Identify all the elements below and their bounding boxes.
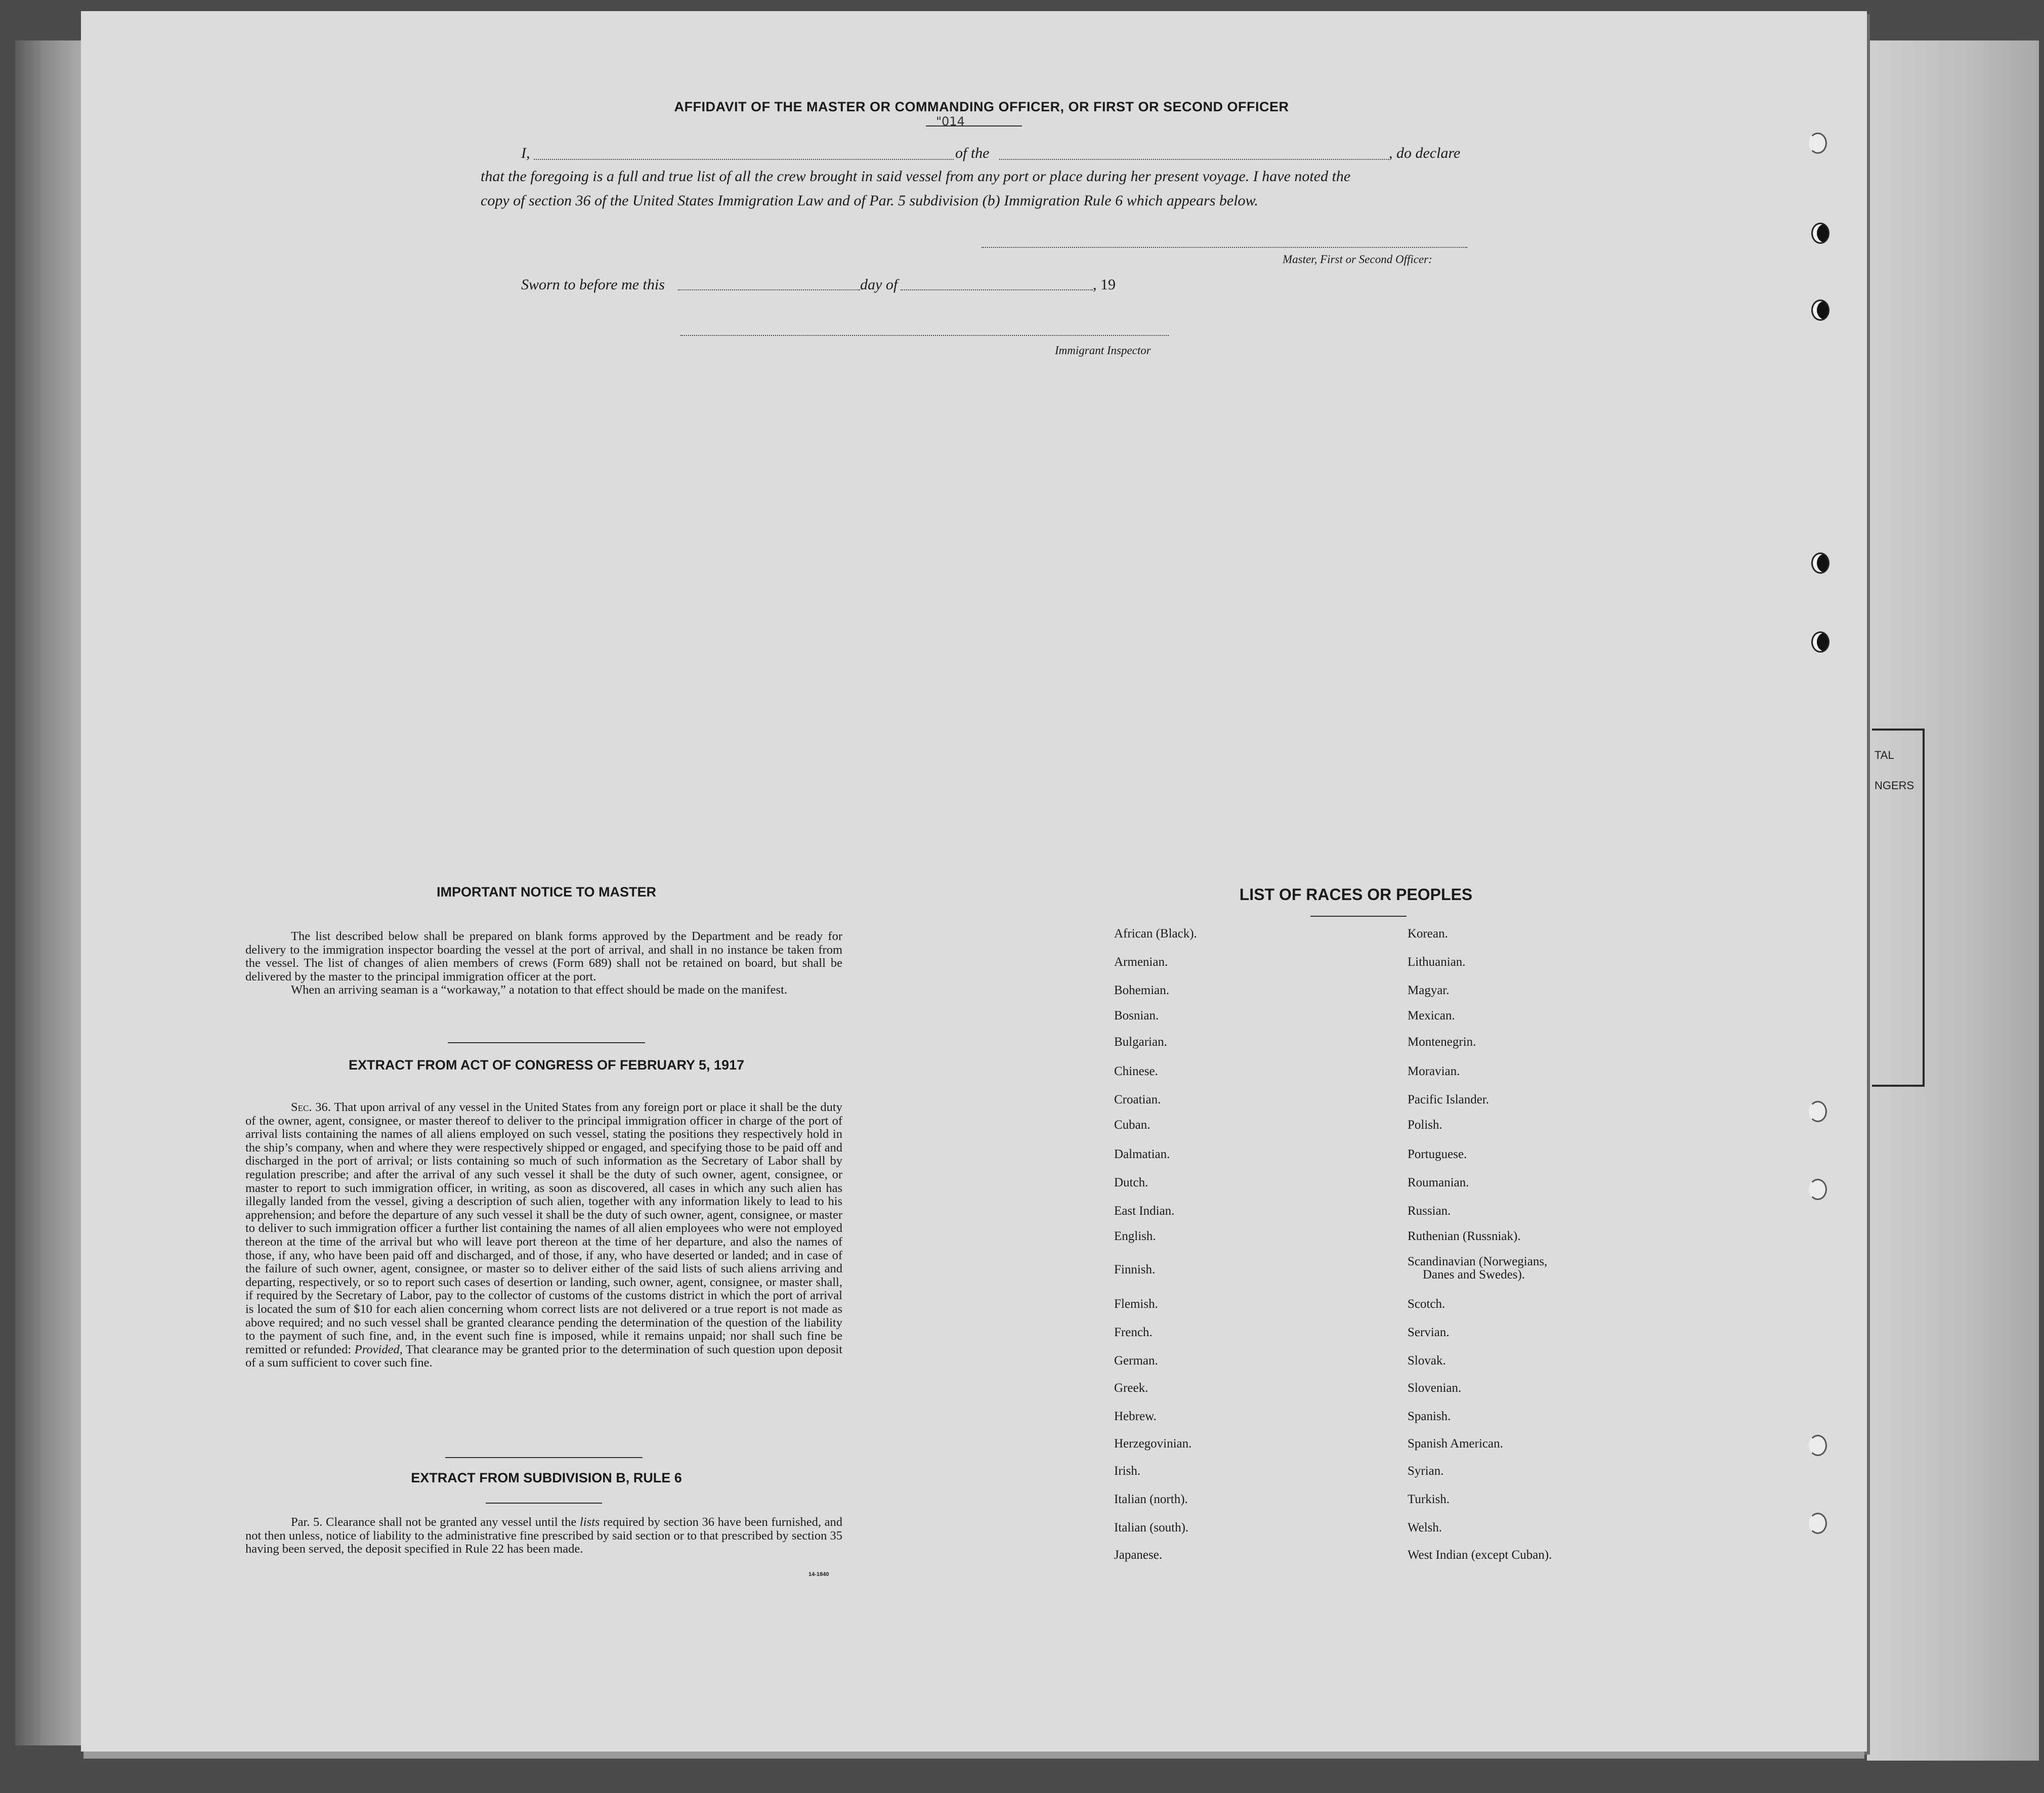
race-right-item: Danes and Swedes). bbox=[1423, 1268, 1525, 1282]
underlying-sheet-left bbox=[15, 40, 91, 1745]
race-right-item: Slovak. bbox=[1408, 1354, 1446, 1368]
master-caption: Master, First or Second Officer: bbox=[1283, 253, 1432, 266]
race-left-item: German. bbox=[1114, 1354, 1158, 1368]
race-right-item: Polish. bbox=[1408, 1118, 1442, 1132]
race-right-item: Lithuanian. bbox=[1408, 955, 1466, 969]
form-page bbox=[81, 11, 1867, 1752]
race-right-item: Ruthenian (Russniak). bbox=[1408, 1229, 1521, 1243]
race-right-item: Mexican. bbox=[1408, 1009, 1455, 1022]
notice-text bbox=[245, 930, 842, 997]
divider bbox=[448, 1042, 645, 1043]
race-right-item: Welsh. bbox=[1408, 1521, 1442, 1534]
race-left-item: Flemish. bbox=[1114, 1297, 1158, 1311]
inspector-caption: Immigrant Inspector bbox=[1055, 344, 1151, 357]
rule6-heading: EXTRACT FROM SUBDIVISION B, RULE 6 bbox=[411, 1470, 682, 1485]
race-left-item: African (Black). bbox=[1114, 927, 1197, 941]
punch-hole bbox=[1809, 1513, 1827, 1534]
of-the-label: of the bbox=[955, 145, 990, 161]
act-section-label: Sec. 36. bbox=[291, 1100, 331, 1114]
affidavit-title: AFFIDAVIT OF THE MASTER OR COMMANDING OFFICER, OR FIRST OR SECOND OFFICER bbox=[674, 99, 1289, 114]
rule6-text bbox=[245, 1516, 842, 1556]
stamp-text-2: NGERS bbox=[1875, 779, 1914, 792]
race-left-item: Dutch. bbox=[1114, 1176, 1148, 1189]
name-blank[interactable] bbox=[534, 159, 954, 160]
punch-hole bbox=[1811, 631, 1829, 653]
race-right-item: Pacific Islander. bbox=[1408, 1093, 1489, 1106]
race-left-item: Hebrew. bbox=[1114, 1410, 1157, 1423]
affidavit-i-label: I, bbox=[521, 145, 530, 161]
divider bbox=[486, 1503, 602, 1504]
race-left-item: Finnish. bbox=[1114, 1263, 1156, 1276]
inspector-signature-line[interactable] bbox=[680, 335, 1169, 336]
race-right-item: Servian. bbox=[1408, 1326, 1450, 1339]
day-of-label: day of bbox=[860, 276, 898, 293]
race-right-item: Syrian. bbox=[1408, 1464, 1444, 1478]
notice-paragraph-2: When an arriving seaman is a “workaway,” a notation to that effect should be made on the manifest. bbox=[291, 983, 788, 997]
sworn-label: Sworn to before me this bbox=[521, 276, 665, 293]
divider bbox=[445, 1457, 643, 1458]
declare-label: , do declare bbox=[1389, 145, 1461, 161]
race-left-item: Bulgarian. bbox=[1114, 1035, 1167, 1049]
sworn-day-blank[interactable] bbox=[678, 289, 860, 290]
race-right-item: Korean. bbox=[1408, 927, 1448, 941]
race-right-item: Turkish. bbox=[1408, 1492, 1450, 1506]
punch-hole bbox=[1809, 1435, 1827, 1456]
race-left-item: Chinese. bbox=[1114, 1064, 1158, 1078]
notice-paragraph-1: The list described below shall be prepared on blank forms approved by the Department and be ready for delivery to the immigration inspector boarding the vessel at the port of arrival, and shall in no instance be taken from the vessel. The list of changes of alien members of crews (Form 689) shall not be retained on board, but shall be delivered by the master to the principal immigration officer at the port. bbox=[245, 929, 842, 984]
notice-heading: IMPORTANT NOTICE TO MASTER bbox=[437, 884, 656, 900]
race-right-item: Spanish American. bbox=[1408, 1437, 1503, 1450]
race-right-item: Scotch. bbox=[1408, 1297, 1445, 1311]
stamp-text-1: TAL bbox=[1875, 749, 1894, 761]
rule6-text-b: required by section 36 have been furnished, and not then unless, notice of liability to the administrative fine prescribed by said section or to that prescribed by section 35 having been served, the deposit specified in Rule 22 has been made. bbox=[245, 1515, 843, 1556]
punch-hole bbox=[1809, 1101, 1827, 1122]
race-right-item: West Indian (except Cuban). bbox=[1408, 1548, 1552, 1562]
act-section-text-end: That clearance may be granted prior to the determination of such question upon deposit of a sum sufficient to cover such fine. bbox=[245, 1342, 843, 1370]
punch-hole bbox=[1811, 552, 1829, 574]
race-left-item: Japanese. bbox=[1114, 1548, 1163, 1562]
sworn-month-blank[interactable] bbox=[901, 289, 1093, 290]
handwritten-mark: "014 bbox=[936, 114, 965, 129]
race-left-item: East Indian. bbox=[1114, 1204, 1175, 1218]
race-right-item: Portuguese. bbox=[1408, 1147, 1467, 1161]
punch-hole bbox=[1809, 133, 1827, 154]
race-right-item: Scandinavian (Norwegians, bbox=[1408, 1255, 1548, 1268]
act-text bbox=[245, 1101, 842, 1370]
race-left-item: Dalmatian. bbox=[1114, 1147, 1170, 1161]
race-right-item: Magyar. bbox=[1408, 984, 1450, 997]
rule6-lists: lists bbox=[579, 1515, 600, 1529]
race-right-item: Roumanian. bbox=[1408, 1176, 1469, 1189]
race-right-item: Montenegrin. bbox=[1408, 1035, 1476, 1049]
race-left-item: Greek. bbox=[1114, 1381, 1148, 1395]
race-left-item: Italian (north). bbox=[1114, 1492, 1188, 1506]
race-left-item: Cuban. bbox=[1114, 1118, 1151, 1132]
race-left-item: Italian (south). bbox=[1114, 1521, 1189, 1534]
race-left-item: Armenian. bbox=[1114, 955, 1168, 969]
year-label: , 19 bbox=[1093, 276, 1116, 293]
page-edge bbox=[83, 1752, 1864, 1759]
form-number: 14-1840 bbox=[808, 1571, 829, 1577]
race-right-item: Moravian. bbox=[1408, 1064, 1460, 1078]
race-left-item: Bosnian. bbox=[1114, 1009, 1159, 1022]
vessel-blank[interactable] bbox=[999, 159, 1389, 160]
race-left-item: Herzegovinian. bbox=[1114, 1437, 1192, 1450]
act-heading: EXTRACT FROM ACT OF CONGRESS OF FEBRUARY 5, 1917 bbox=[348, 1057, 745, 1073]
race-left-item: Bohemian. bbox=[1114, 984, 1170, 997]
punch-hole bbox=[1811, 223, 1829, 244]
race-left-item: English. bbox=[1114, 1229, 1156, 1243]
races-heading: LIST OF RACES OR PEOPLES bbox=[1239, 885, 1473, 904]
race-left-item: French. bbox=[1114, 1326, 1153, 1339]
race-left-item: Croatian. bbox=[1114, 1093, 1161, 1106]
act-provided: Provided, bbox=[354, 1342, 403, 1356]
affidavit-text-line2: that the foregoing is a full and true list of all the crew brought in said vessel from any port or place during her present voyage. I have noted the bbox=[481, 168, 1351, 185]
race-right-item: Russian. bbox=[1408, 1204, 1451, 1218]
rule6-text-a: Par. 5. Clearance shall not be granted any vessel until the bbox=[291, 1515, 577, 1529]
punch-hole bbox=[1811, 300, 1829, 321]
race-right-item: Slovenian. bbox=[1408, 1381, 1462, 1395]
affidavit-text-line3: copy of section 36 of the United States Immigration Law and of Par. 5 subdivision (b) Immigration Rule 6 which appears below. bbox=[481, 192, 1258, 209]
act-section-text: That upon arrival of any vessel in the United States from any foreign port or place it shall be the duty of the owner, agent, consignee, or master thereof to deliver to the principal immigration officer in charge of the port of arrival lists containing the names of all aliens employed on such vessel, stating the positions they respectively hold in the ship’s company, when and where they were respectively shipped or engaged, and specifying those to be paid off and discharged in the port of arrival; or lists containing so much of such information as the Secretary of Labor shall by regulation prescribe; and after the arrival of any such vessel it shall be the duty of such owner, agent, consignee, or master to report to such immigration officer, in writing, as soon as discovered, all cases in which any such alien has illegally landed from the vessel, giving a description of such alien, together with any information likely to lead to his apprehension; and before the departure of any such vessel it shall be the duty of such owner, agent, consignee, or master to deliver to such immigration officer a further list containing the names of all alien employees who were not employed thereon at the time of the arrival but who will leave port thereon at the time of her departure, and also the names of those, if any, who have been paid off and discharged, and of those, if any, who have deserted or landed; and in case of the failure of such owner, agent, consignee, or master so to deliver either of the said lists of such aliens arriving and departing, respectively, or so to report such cases of desertion or landing, such owner, agent, consignee, or master shall, if required by the Secretary of Labor, pay to the collector of customs of the customs district in which the port of arrival is located the sum of $10 for each alien concerning whom correct lists are not delivered or a true report is not made as above required; and no such vessel shall be granted clearance pending the determination of the question of the liability to the payment of such fine, and, in the event such fine is imposed, while it remains unpaid; nor shall such fine be remitted or refunded: bbox=[245, 1100, 842, 1356]
race-right-item: Spanish. bbox=[1408, 1410, 1451, 1423]
race-left-item: Irish. bbox=[1114, 1464, 1141, 1478]
races-underline bbox=[1310, 916, 1407, 917]
punch-hole bbox=[1809, 1179, 1827, 1200]
master-signature-line[interactable] bbox=[982, 247, 1467, 248]
